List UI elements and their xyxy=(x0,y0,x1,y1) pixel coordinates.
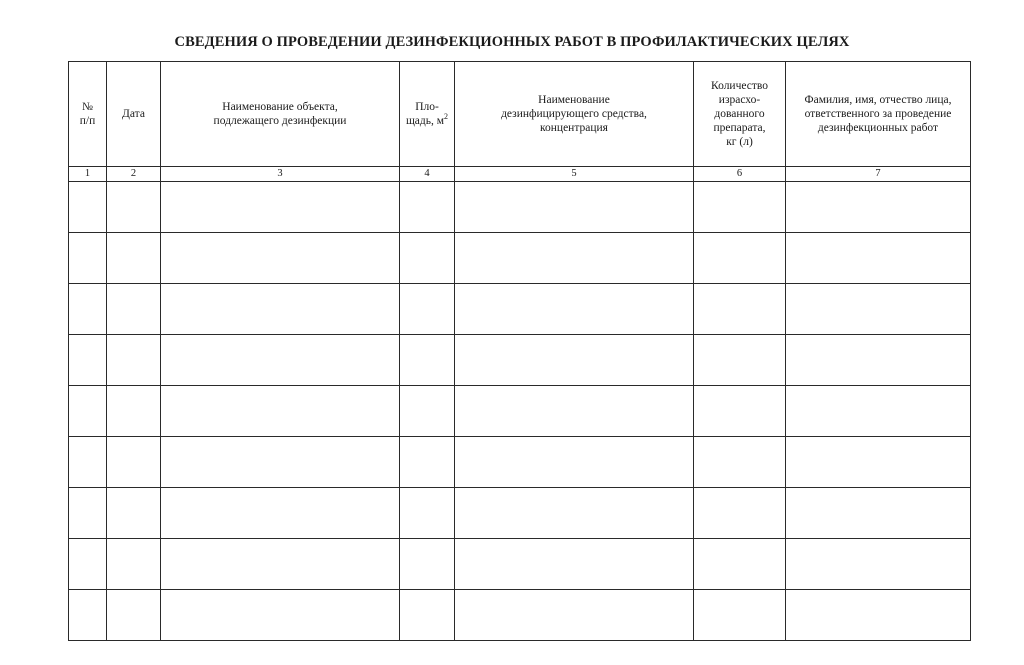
col-header-line: дезинфицирующего средства, xyxy=(501,108,647,120)
column-number-row xyxy=(69,167,971,182)
table-cell[interactable] xyxy=(400,335,455,386)
table-cell[interactable] xyxy=(400,590,455,641)
table-cell[interactable] xyxy=(786,590,971,641)
table-cell[interactable] xyxy=(455,233,694,284)
table-row xyxy=(69,284,971,335)
col-header-object xyxy=(161,62,400,167)
col-header-line: Пло- xyxy=(415,101,439,113)
table-cell[interactable] xyxy=(694,335,786,386)
col-header-line: Дата xyxy=(122,108,145,120)
table-row xyxy=(69,335,971,386)
table-cell[interactable] xyxy=(455,437,694,488)
table-cell[interactable] xyxy=(69,539,107,590)
table-cell[interactable] xyxy=(786,284,971,335)
table-cell[interactable] xyxy=(455,335,694,386)
table-cell[interactable] xyxy=(161,233,400,284)
header-row xyxy=(69,62,971,167)
col-header-line: щадь, м xyxy=(405,115,445,127)
table-cell[interactable] xyxy=(694,488,786,539)
table-cell[interactable] xyxy=(107,182,161,233)
col-header-line: ответственного за проведение xyxy=(804,108,952,120)
column-number: 2 xyxy=(107,167,161,182)
col-header-line: Наименование объекта, xyxy=(222,101,338,113)
table-cell[interactable] xyxy=(107,335,161,386)
table-cell[interactable] xyxy=(455,182,694,233)
table-cell[interactable] xyxy=(69,488,107,539)
col-header-line: Фамилия, имя, отчество лица, xyxy=(804,94,952,106)
table-cell[interactable] xyxy=(107,539,161,590)
table-cell[interactable] xyxy=(400,284,455,335)
table-cell[interactable] xyxy=(786,233,971,284)
table-cell[interactable] xyxy=(69,437,107,488)
table-cell[interactable] xyxy=(69,233,107,284)
table-cell[interactable] xyxy=(455,590,694,641)
table-row xyxy=(69,539,971,590)
table-cell[interactable] xyxy=(107,233,161,284)
table-cell[interactable] xyxy=(161,437,400,488)
table-row xyxy=(69,437,971,488)
column-number: 4 xyxy=(400,167,455,182)
table-cell[interactable] xyxy=(786,335,971,386)
table-cell[interactable] xyxy=(694,386,786,437)
col-header-date xyxy=(107,62,161,167)
table-cell[interactable] xyxy=(786,539,971,590)
table-row xyxy=(69,182,971,233)
col-header-line: кг (л) xyxy=(726,136,753,148)
table-row xyxy=(69,590,971,641)
table-cell[interactable] xyxy=(786,437,971,488)
col-header-quantity xyxy=(694,62,786,167)
table-cell[interactable] xyxy=(694,284,786,335)
col-header-agent xyxy=(455,62,694,167)
table-row xyxy=(69,488,971,539)
table-cell[interactable] xyxy=(107,437,161,488)
page-title: СВЕДЕНИЯ О ПРОВЕДЕНИИ ДЕЗИНФЕКЦИОННЫХ РАБОТ В ПРОФИЛАКТИЧЕСКИХ ЦЕЛЯХ xyxy=(174,34,850,50)
table-cell[interactable] xyxy=(455,284,694,335)
table-cell[interactable] xyxy=(161,284,400,335)
table-cell[interactable] xyxy=(69,335,107,386)
table-cell[interactable] xyxy=(161,335,400,386)
table-row xyxy=(69,386,971,437)
table-cell[interactable] xyxy=(69,182,107,233)
table-cell[interactable] xyxy=(694,233,786,284)
table-cell[interactable] xyxy=(694,437,786,488)
table-cell[interactable] xyxy=(69,386,107,437)
column-number: 1 xyxy=(69,167,107,182)
disinfection-log-table xyxy=(68,61,971,641)
column-number: 3 xyxy=(161,167,400,182)
column-number: 7 xyxy=(786,167,971,182)
col-header-area xyxy=(400,62,455,167)
table-cell[interactable] xyxy=(161,590,400,641)
table-cell[interactable] xyxy=(786,488,971,539)
table-cell[interactable] xyxy=(455,386,694,437)
table-cell[interactable] xyxy=(107,284,161,335)
col-header-line: дованного xyxy=(714,108,765,120)
table-row xyxy=(69,233,971,284)
table-cell[interactable] xyxy=(107,386,161,437)
col-header-line: Наименование xyxy=(538,94,610,106)
table-cell[interactable] xyxy=(161,539,400,590)
table-cell[interactable] xyxy=(455,539,694,590)
table-cell[interactable] xyxy=(400,182,455,233)
col-header-line: Количество xyxy=(711,80,768,92)
table-cell[interactable] xyxy=(400,233,455,284)
table-cell[interactable] xyxy=(107,590,161,641)
table-cell[interactable] xyxy=(455,488,694,539)
table-cell[interactable] xyxy=(400,488,455,539)
table-cell[interactable] xyxy=(400,539,455,590)
col-header-line: дезинфекционных работ xyxy=(817,122,939,134)
col-header-line: концентрация xyxy=(540,122,608,134)
table-cell[interactable] xyxy=(107,488,161,539)
col-header-responsible xyxy=(786,62,971,167)
table-cell[interactable] xyxy=(400,386,455,437)
col-header-number xyxy=(69,62,107,167)
table-cell[interactable] xyxy=(400,437,455,488)
table-cell[interactable] xyxy=(69,590,107,641)
col-header-line: № xyxy=(82,101,93,113)
table-cell[interactable] xyxy=(786,182,971,233)
col-header-line: подлежащего дезинфекции xyxy=(213,115,347,127)
column-number: 5 xyxy=(455,167,694,182)
table-cell[interactable] xyxy=(161,488,400,539)
table-cell[interactable] xyxy=(161,386,400,437)
column-number: 6 xyxy=(694,167,786,182)
col-header-line: п/п xyxy=(79,115,96,127)
table-cell[interactable] xyxy=(786,386,971,437)
col-header-superscript: 2 xyxy=(444,112,449,122)
table-cell[interactable] xyxy=(161,182,400,233)
table-cell[interactable] xyxy=(694,182,786,233)
col-header-line: препарата, xyxy=(713,122,766,134)
table-cell[interactable] xyxy=(694,590,786,641)
table-cell[interactable] xyxy=(694,539,786,590)
col-header-line: израсхо- xyxy=(718,94,761,106)
table-cell[interactable] xyxy=(69,284,107,335)
